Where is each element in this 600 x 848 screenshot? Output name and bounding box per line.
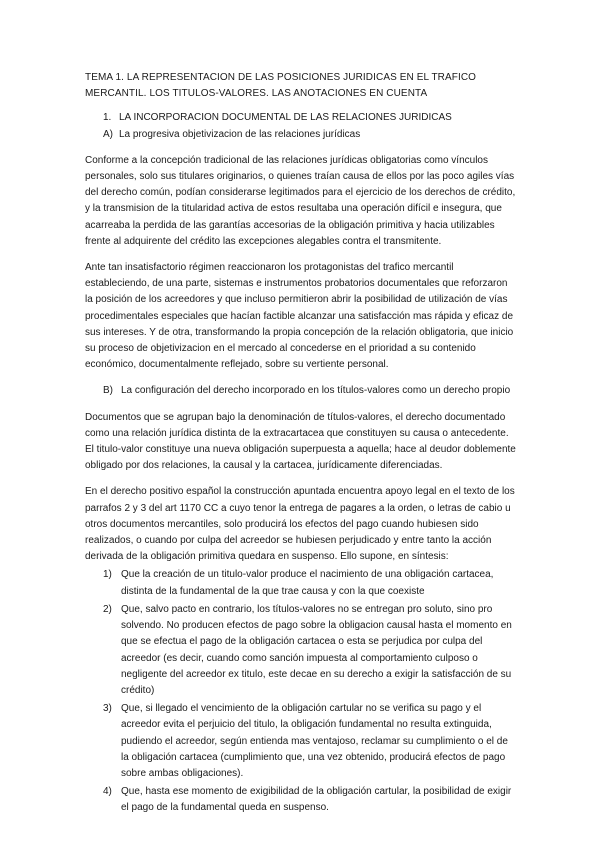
document-title: TEMA 1. LA REPRESENTACION DE LAS POSICIONES JURIDICAS EN EL TRAFICO MERCANTIL. LOS TITULOS-VALORES. LAS ANOTACIONES EN CUENTA — [85, 72, 477, 100]
list-item — [85, 602, 517, 699]
section-a-marker: A) — [103, 128, 113, 140]
paragraph-1: Conforme a la concepción tradicional de las relaciones jurídicas obligatorias como vínculos personales, solo sus titulares originarios, o quienes traían causa de ellos por las poco agiles vías del derecho común, podían considerarse legitimados para el ejercicio de los derechos de crédito, y la transmision de la titularidad activa de estos resultaba una operación difícil e insegura, que acarreaba la perdida de las garantías accesorias de la obligación primitiva y hacia utilizables frente al adquirente del crédito las excepciones alegables contra el transmitente. — [85, 154, 516, 247]
section-a-text: La progresiva objetivizacion de las relaciones jurídicas — [119, 128, 361, 140]
section-1-text: LA INCORPORACION DOCUMENTAL DE LAS RELACIONES JURIDICAS — [119, 112, 452, 124]
section-a-heading — [85, 127, 517, 143]
list-item-text: Que la creación de un titulo-valor produce el nacimiento de una obligación cartacea, distinta de la fundamental de la que trae causa y con la que coexiste — [121, 569, 494, 597]
section-b-text: La configuración del derecho incorporado en los títulos-valores como un derecho propio — [121, 385, 511, 397]
section-1-heading — [85, 110, 517, 126]
list-item-marker: 4) — [103, 786, 112, 798]
list-item-text: Que, hasta ese momento de exigibilidad de la obligación cartular, la posibilidad de exigir el pago de la fundamental queda en suspenso. — [121, 786, 512, 814]
list-item — [85, 567, 517, 599]
section-b-marker: B) — [103, 385, 113, 397]
section-1-marker: 1. — [103, 112, 112, 124]
list-item — [85, 701, 517, 782]
list-item-marker: 1) — [103, 569, 112, 581]
paragraph-3: Documentos que se agrupan bajo la denominación de títulos-valores, el derecho documentado como una relación jurídica distinta de la extracartacea que constituyen su causa o antecedente. El titulo-valor constituye una nueva obligación superpuesta a aquella; hace al deudor doblemente obligado por dos relaciones, la causal y la cartacea, jurídicamente diferenciadas. — [85, 411, 516, 472]
paragraph-2: Ante tan insatisfactorio régimen reaccionaron los protagonistas del trafico mercantil estableciendo, de una parte, sistemas e instrumentos probatorios documentales que reforzaron la posición de los acreedores y que incluso permitieron abrir la posibilidad de utilización de vías procedimentales especiales que hacían factible alcanzar una satisfacción mas rápida y eficaz de sus intereses. Y de otra, transformando la propia concepción de la relación obligatoria, que inicio su proceso de objetivizacion en el mercado al concederse en el prioridad a su contenido económico, documentalmente reflejado, sobre su vertiente personal. — [85, 262, 514, 371]
section-b-heading — [85, 383, 517, 399]
synthesis-list — [85, 567, 517, 816]
list-item — [85, 784, 517, 816]
list-item-marker: 3) — [103, 703, 112, 715]
list-item-text: Que, si llegado el vencimiento de la obligación cartular no se verifica su pago y el acreedor evita el perjuicio del titulo, la obligación fundamental no resulta extinguida, pudiendo el acreedor, según entienda mas ventajoso, reclamar su cumplimiento o el de la obligación cartacea (cumplimiento que, una vez obtenido, producirá efectos de pago sobre ambas obligaciones). — [121, 703, 508, 779]
list-item-marker: 2) — [103, 603, 112, 615]
document-page — [85, 70, 517, 819]
paragraph-4: En el derecho positivo español la construcción apuntada encuentra apoyo legal en el texto de los parrafos 2 y 3 del art 1170 CC a cuyo tenor la entrega de pagares a la orden, o letras de cabio u otros documentos mercantiles, solo producirá los efectos del pago cuando hubiesen sido realizados, o cuando por culpa del acreedor se hubiesen perjudicado y entre tanto la acción derivada de la obligación primitiva quedara en suspenso. Ello supone, en síntesis: — [85, 486, 515, 563]
list-item-text: Que, salvo pacto en contrario, los títulos-valores no se entregan pro soluto, sino pro solvendo. No producen efectos de pago sobre la obligacion causal hasta el momento en que se efectua el pago de la obligación cartacea o esta se perjudica por culpa del acreedor (es decir, cuando como sanción impuesta al comportamiento culposo o negligente del acreedor ex titulo, este decae en su derecho a exigir la satisfacción de su crédito) — [121, 603, 512, 696]
